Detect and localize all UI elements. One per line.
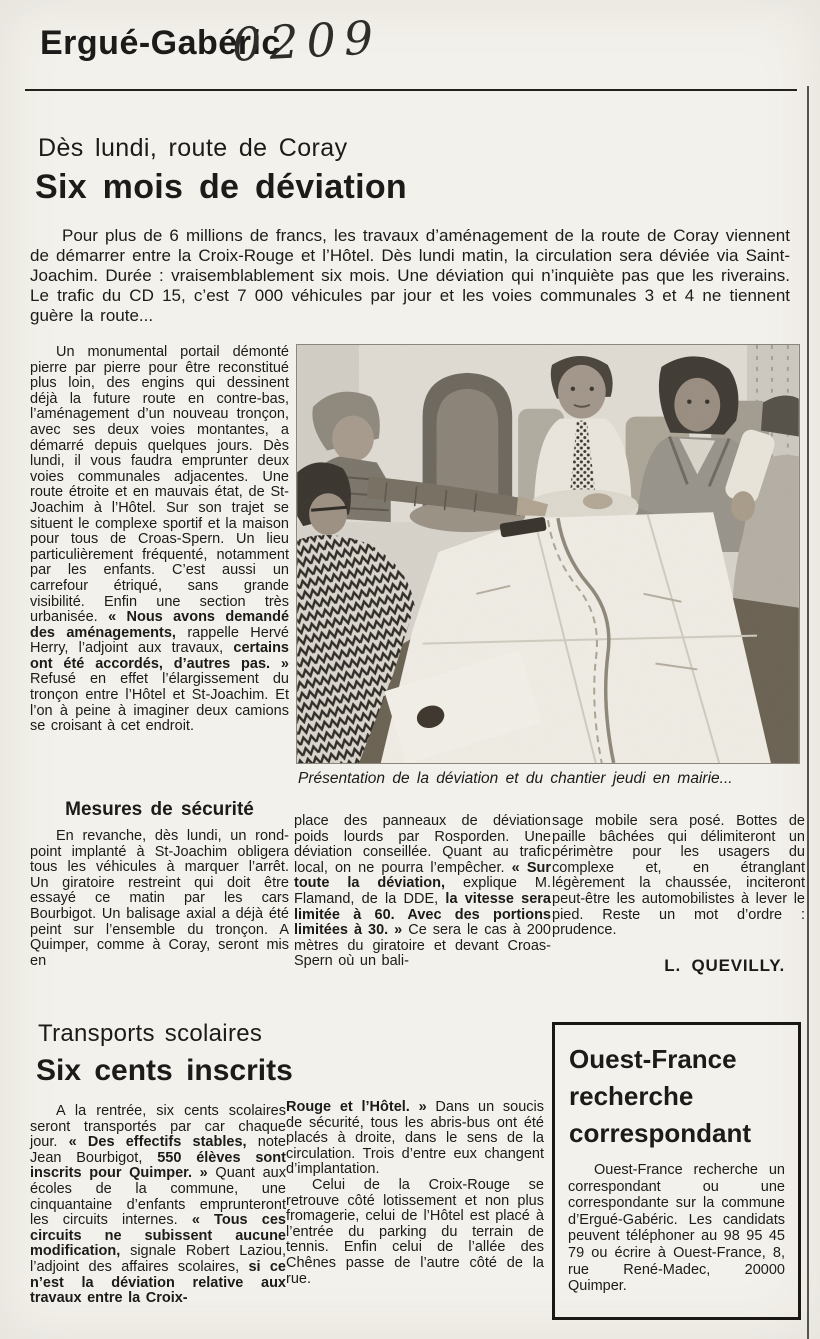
transports-kicker: Transports scolaires [38,1020,263,1047]
column-divider-rule [807,86,809,1339]
article-intro-column: Un monumental portail démonté pierre par pierre pour être reconstitué plus loin, des engins qui dessinent déjà la future route en contre-bas, l’aménagement d’un nouveau tronçon, avec ses deux voies montantes, a démarré depuis quelques jours. Dès lundi, il vous faudra emprunter deux voies communales adjacentes. Une route étroite et en mauvais état, de St-Joachim à l’Hôtel. Sur son trajet se situent le complexe sportif et la maison pour tous de Croas-Spern. Un lieu particulièrement fréquenté, notamment par les enfants. C’est aussi un carrefour étriqué, sans grande visibilité. Enfin une section très urbanisée. « Nous avons demandé des aménagements, rappelle Hervé Herry, l’adjoint aux travaux, certains ont été accordés, d’autres pas. » Refusé en effet l’élargissement du tronçon entre l’Hôtel et St-Joachim. Et l’on à peine à imaginer deux camions se croisant à cet endroit. [30,344,290,735]
handwritten-note: 0209 [230,10,383,72]
header-rule [25,89,797,91]
ad-box-body: Ouest-France recherche un correspondant ou une correspondante sur la commune d’Ergué-Gabéric. Les candidats peuvent téléphoner au 98 95 45 79 ou écrire à Ouest-France, 8, rue René-Madec, 20000 Quimper. [568,1162,785,1295]
security-column-3: sage mobile sera posé. Bottes de paille bâchées qui délimiteront un périmètre pour les usagers du complexe et, en étranglant légèrement la chaussée, inciteront peut-être les automobilistes à lever le pied. Reste un mot d’ordre : prudence. [552,813,805,939]
article-headline: Six mois de déviation [35,168,407,206]
meeting-photo [296,344,800,764]
transports-column-2: Rouge et l’Hôtel. » Dans un soucis de sécurité, tous les abris-bus ont été placés à droite, dans le sens de la circulation. Trois d’entre eux changent d’implantation. Celui de la Croix-Rouge se retrouve côté lotissement et non plus fromagerie, celui de l’Hôtel est placé à l’entrée du parking du terrain de tennis. Enfin celui de l’allée des Chênes passe de l’autre côté de la rue. [286,1099,545,1287]
page-title: Ergué-Gabéric [40,24,281,62]
correspondent-ad-box [552,1022,801,1320]
article-lead: Pour plus de 6 millions de francs, les travaux d’aménagement de la route de Coray viennent de démarrer entre la Croix-Rouge et l’Hôtel. Dès lundi matin, la circulation sera déviée via Saint-Joachim. Durée : vraisemblablement six mois. Une déviation qui n’inquiète pas que les riverains. Le trafic du CD 15, c’est 7 000 véhicules par jour et les voies communales 3 et 4 ne tiennent guère la route... [30,226,790,325]
transports-column-1: A la rentrée, six cents scolaires seront transportés par car chaque jour. « Des effectifs stables, note Jean Bourbigot, 550 élèves sont inscrits pour Quimper. » Quant aux écoles de la commune, une cinquantaine d’enfants emprunteront les circuits internes. « Tous ces circuits ne subissent aucune modification, signale Robert Laziou, l’adjoint des affaires scolaires, si ce n’est la déviation relative aux travaux entre la Croix- [30,1103,286,1307]
security-subhead: Mesures de sécurité [65,799,254,820]
article-kicker: Dès lundi, route de Coray [38,134,348,162]
photo-caption: Présentation de la déviation et du chantier jeudi en mairie... [298,770,733,787]
security-column-2: place des panneaux de déviation poids lourds par Rosporden. Une déviation conseillée. Quant au trafic local, on ne pourra l’empêcher. « Sur toute la déviation, explique M. Flamand, de la DDE, la vitesse sera limitée à 60. Avec des portions limitées à 30. » Ce sera le cas à 200 mètres du giratoire et devant Croas-Spern où un bali- [294,813,552,970]
transports-headline: Six cents inscrits [36,1054,293,1087]
ad-box-title: Ouest-France recherche correspondant [569,1044,752,1148]
security-column-1: En revanche, dès lundi, un rond-point implanté à St-Joachim obligera tous les véhicules à marquer l’arrêt. Un giratoire restreint qui doit être essayé ce matin par les cars Bourbigot. Un balisage axial a déjà été peint sur l’ensemble du tronçon. A Quimper, comme à Coray, seront mis en [30,828,289,969]
meeting-photo-image [296,344,800,764]
byline: L. QUEVILLY. [664,956,785,975]
